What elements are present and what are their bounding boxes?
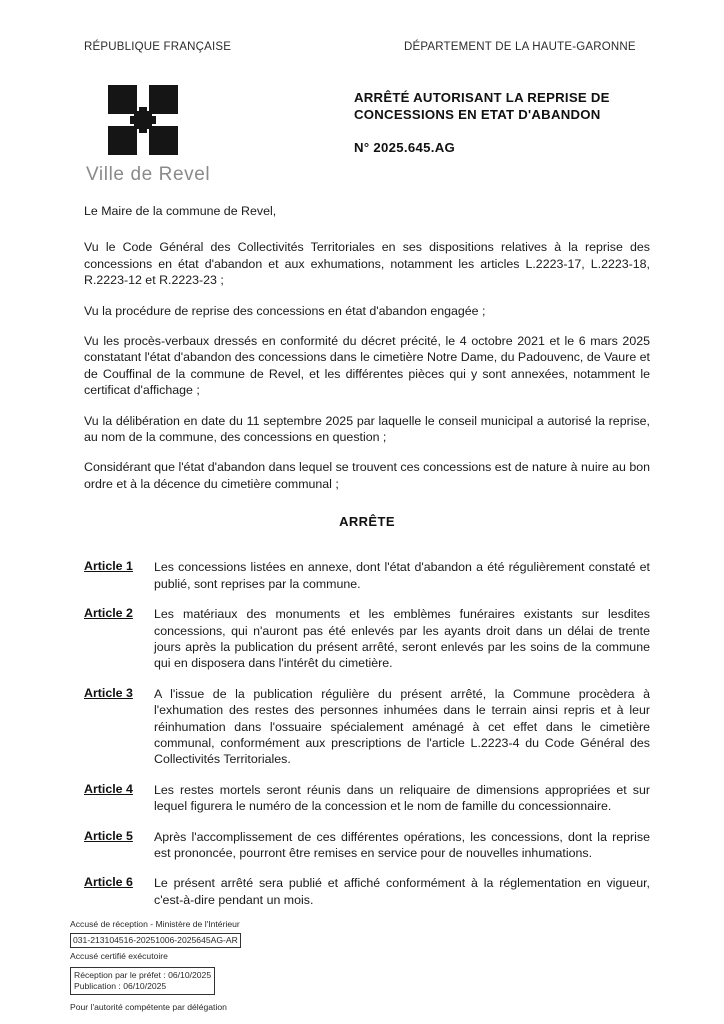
- stamp-dates-box: [70, 967, 215, 995]
- crest-quadrant-top-right: [149, 85, 178, 114]
- arrete-heading: ARRÊTE: [339, 514, 395, 530]
- article-entry: [84, 606, 650, 672]
- document-title-line-1: ARRÊTÉ AUTORISANT LA REPRISE DE: [354, 90, 610, 105]
- article-text: Les restes mortels seront réunis dans un reliquaire de dimensions appropriées et sur lequel figurera le numéro de la concession et le nom de famille du concessionnaire.: [154, 782, 650, 814]
- article-label: Article 6: [84, 875, 133, 890]
- article-entry: [84, 686, 650, 768]
- crest-quadrant-bottom-left: [108, 126, 137, 155]
- preamble-paragraph: Considérant que l'état d'abandon dans lequel se trouvent ces concessions est de nature à nuire au bon ordre et à la décence du cimetière communal ;: [84, 460, 650, 491]
- article-label: Article 4: [84, 781, 133, 796]
- article-label: Article 1: [84, 559, 133, 574]
- article-entry: [84, 829, 650, 862]
- article-text: Les concessions listées en annexe, dont l'état d'abandon a été régulièrement constaté et publié, sont reprises par la commune.: [154, 560, 650, 591]
- stamp-title: Accusé de réception - Ministère de l'Intérieur: [70, 919, 240, 929]
- stamp-publication-date: Publication : 06/10/2025: [74, 981, 167, 991]
- municipality-logo-block: [86, 85, 316, 186]
- article-entry: [84, 782, 650, 815]
- article-text: A l'issue de la publication régulière du présent arrêté, la Commune procèdera à l'exhumation des restes des personnes inhumées dans le terrain ainsi repris et à leur réinhumation dans l'ossuaire spécialement aménagé à cet effet dans le cimetière communal, conformément aux prescriptions de l'article L.2223-4 du Code Général des Collectivités Territoriales.: [154, 686, 650, 767]
- stamp-certified-label: Accusé certifié exécutoire: [70, 951, 168, 961]
- preamble-paragraph: Vu la délibération en date du 11 septembre 2025 par laquelle le conseil municipal a autorisé la reprise, au nom de la commune, des concessions en question ;: [84, 413, 650, 445]
- article-label: Article 5: [84, 828, 133, 843]
- article-text: Après l'accomplissement de ces différentes opérations, les concessions, dont la reprise est prononcée, pourront être remises en service pour de nouvelles inhumations.: [154, 829, 650, 860]
- article-label: Article 3: [84, 685, 133, 700]
- article-entry: [84, 559, 650, 592]
- document-header: [84, 41, 684, 53]
- stamp-reception-date: Réception par le préfet : 06/10/2025: [74, 970, 212, 980]
- stamp-reference-number: 031-213104516-20251006-2025645AG-AR: [70, 933, 241, 948]
- header-department-label: DÉPARTEMENT DE LA HAUTE-GARONNE: [404, 41, 636, 53]
- preamble-paragraph: Vu le Code Général des Collectivités Territoriales en ses dispositions relatives à la reprise des concessions en état d'abandon et aux exhumations, notamment les articles L.2223-17, L.2223-18, R.2223-12 et R.2223-23 ;: [84, 240, 650, 288]
- document-body: [84, 203, 650, 922]
- stamp-delegation-label: Pour l'autorité compétente par délégation: [70, 1002, 227, 1012]
- article-text: Les matériaux des monuments et les emblèmes funéraires existants sur lesdites concessions, qui n'auront pas été enlevés par les ayants droit dans un délai de trente jours après la publication du présent arrêté, seront enlevés par les soins de la commune qui en disposera dans l'intérêt du cimetière.: [154, 607, 650, 671]
- article-entry: [84, 875, 650, 908]
- crest-center-square: [134, 111, 152, 129]
- municipality-wordmark: Ville de Revel: [86, 164, 211, 185]
- header-republic-label: RÉPUBLIQUE FRANÇAISE: [84, 41, 232, 53]
- crest-quadrant-bottom-right: [149, 126, 178, 155]
- article-label: Article 2: [84, 606, 133, 621]
- document-title-block: [354, 89, 654, 155]
- revel-crest-icon: [108, 85, 178, 155]
- preamble-lead: Le Maire de la commune de Revel,: [84, 204, 277, 218]
- document-number: N° 2025.645.AG: [354, 140, 456, 155]
- document-title-line-2: CONCESSIONS EN ETAT D'ABANDON: [354, 107, 601, 122]
- preamble-paragraph: Vu la procédure de reprise des concessions en état d'abandon engagée ;: [84, 303, 486, 318]
- acknowledgement-stamp: [70, 919, 370, 1015]
- article-text: Le présent arrêté sera publié et affiché conformément à la réglementation en vigueur, c'est-à-dire pendant un mois.: [154, 876, 650, 907]
- preamble-paragraph: Vu les procès-verbaux dressés en conformité du décret précité, le 4 octobre 2021 et le 6 mars 2025 constatant l'état d'abandon des concessions dans le cimetière Notre Dame, du Padouvenc, de Vaure et de Couffinal de la commune de Revel, et les différentes pièces qui y sont annexées, notamment le certificat d'affichage ;: [84, 334, 650, 398]
- crest-quadrant-top-left: [108, 85, 137, 114]
